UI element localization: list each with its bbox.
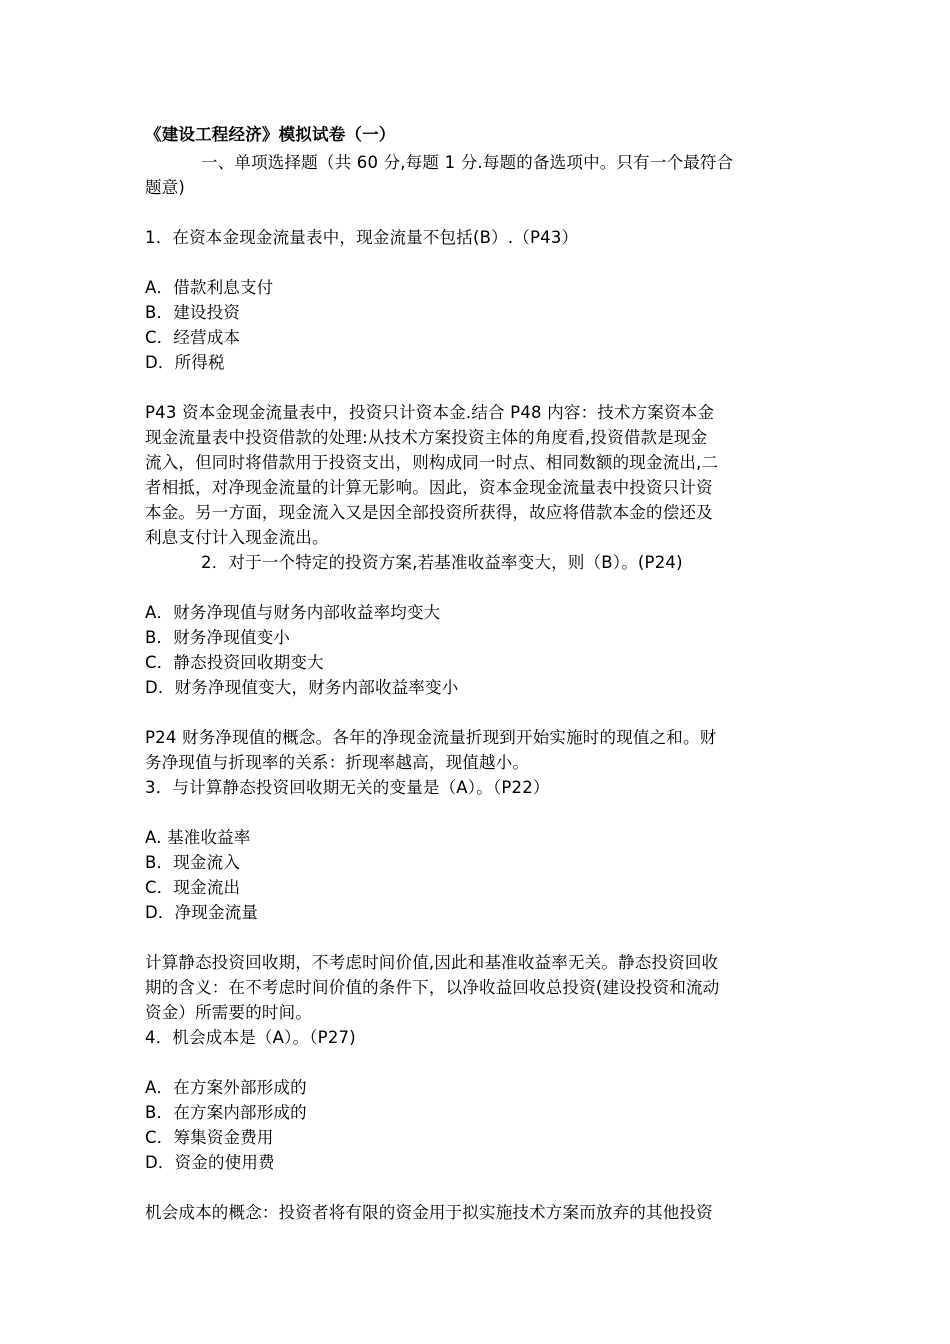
explanation-3-line: 计算静态投资回收期，不考虑时间价值,因此和基准收益率无关。静态投资回收 — [145, 953, 719, 972]
option-3b: B．现金流入 — [145, 853, 241, 872]
explanation-2-line: 务净现值与折现率的关系：折现率越高，现值越小。 — [145, 753, 530, 772]
option-1b: B．建设投资 — [145, 303, 241, 322]
explanation-3-line: 资金）所需要的时间。 — [145, 1003, 312, 1022]
question-1: 1．在资本金现金流量表中，现金流量不包括(B）.（P43） — [145, 228, 579, 247]
question-3: 3．与计算静态投资回收期无关的变量是（A）。（P22） — [145, 778, 550, 797]
explanation-4-line: 机会成本的概念：投资者将有限的资金用于拟实施技术方案而放弃的其他投资 — [145, 1203, 713, 1222]
option-3d: D．净现金流量 — [145, 903, 259, 922]
option-4a: A．在方案外部形成的 — [145, 1078, 307, 1097]
explanation-1-line: 流入，但同时将借款用于投资支出，则构成同一时点、相同数额的现金流出,二 — [145, 453, 719, 472]
option-2c: C．静态投资回收期变大 — [145, 653, 324, 672]
question-2: 2．对于一个特定的投资方案,若基准收益率变大，则（B）。(P24) — [201, 553, 683, 572]
explanation-3-line: 期的含义：在不考虑时间价值的条件下，以净收益回收总投资(建设投资和流动 — [145, 978, 720, 997]
option-4c: C．筹集资金费用 — [145, 1128, 274, 1147]
option-2a: A．财务净现值与财务内部收益率均变大 — [145, 603, 441, 622]
option-1a: A．借款利息支付 — [145, 278, 274, 297]
option-2d: D．财务净现值变大，财务内部收益率变小 — [145, 678, 459, 697]
option-2b: B．财务净现值变小 — [145, 628, 291, 647]
document-title: 《建设工程经济》模拟试卷（一） — [145, 125, 396, 144]
document-body — [145, 120, 810, 1225]
section-heading-cont: 题意) — [145, 178, 186, 197]
option-4d: D．资金的使用费 — [145, 1153, 275, 1172]
question-4: 4．机会成本是（A）。（P27) — [145, 1028, 356, 1047]
option-3c: C．现金流出 — [145, 878, 241, 897]
explanation-2-line: P24 财务净现值的概念。各年的净现金流量折现到开始实施时的现值之和。财 — [145, 728, 717, 747]
explanation-1-line: 利息支付计入现金流出。 — [145, 528, 329, 547]
option-1c: C．经营成本 — [145, 328, 241, 347]
explanation-1-line: P43 资本金现金流量表中，投资只计资本金.结合 P48 内容：技术方案资本金 — [145, 403, 715, 422]
explanation-1-line: 本金。另一方面，现金流入又是因全部投资所获得，故应将借款本金的偿还及 — [145, 503, 713, 522]
explanation-1-line: 者相抵，对净现金流量的计算无影响。因此，资本金现金流量表中投资只计资 — [145, 478, 713, 497]
section-heading: 一、单项选择题（共 60 分,每题 1 分.每题的备选项中。只有一个最符合 — [201, 153, 734, 172]
option-1d: D．所得税 — [145, 353, 225, 372]
option-4b: B．在方案内部形成的 — [145, 1103, 307, 1122]
explanation-1-line: 现金流量表中投资借款的处理:从技术方案投资主体的角度看,投资借款是现金 — [145, 428, 708, 447]
option-3a: A. 基准收益率 — [145, 828, 251, 847]
